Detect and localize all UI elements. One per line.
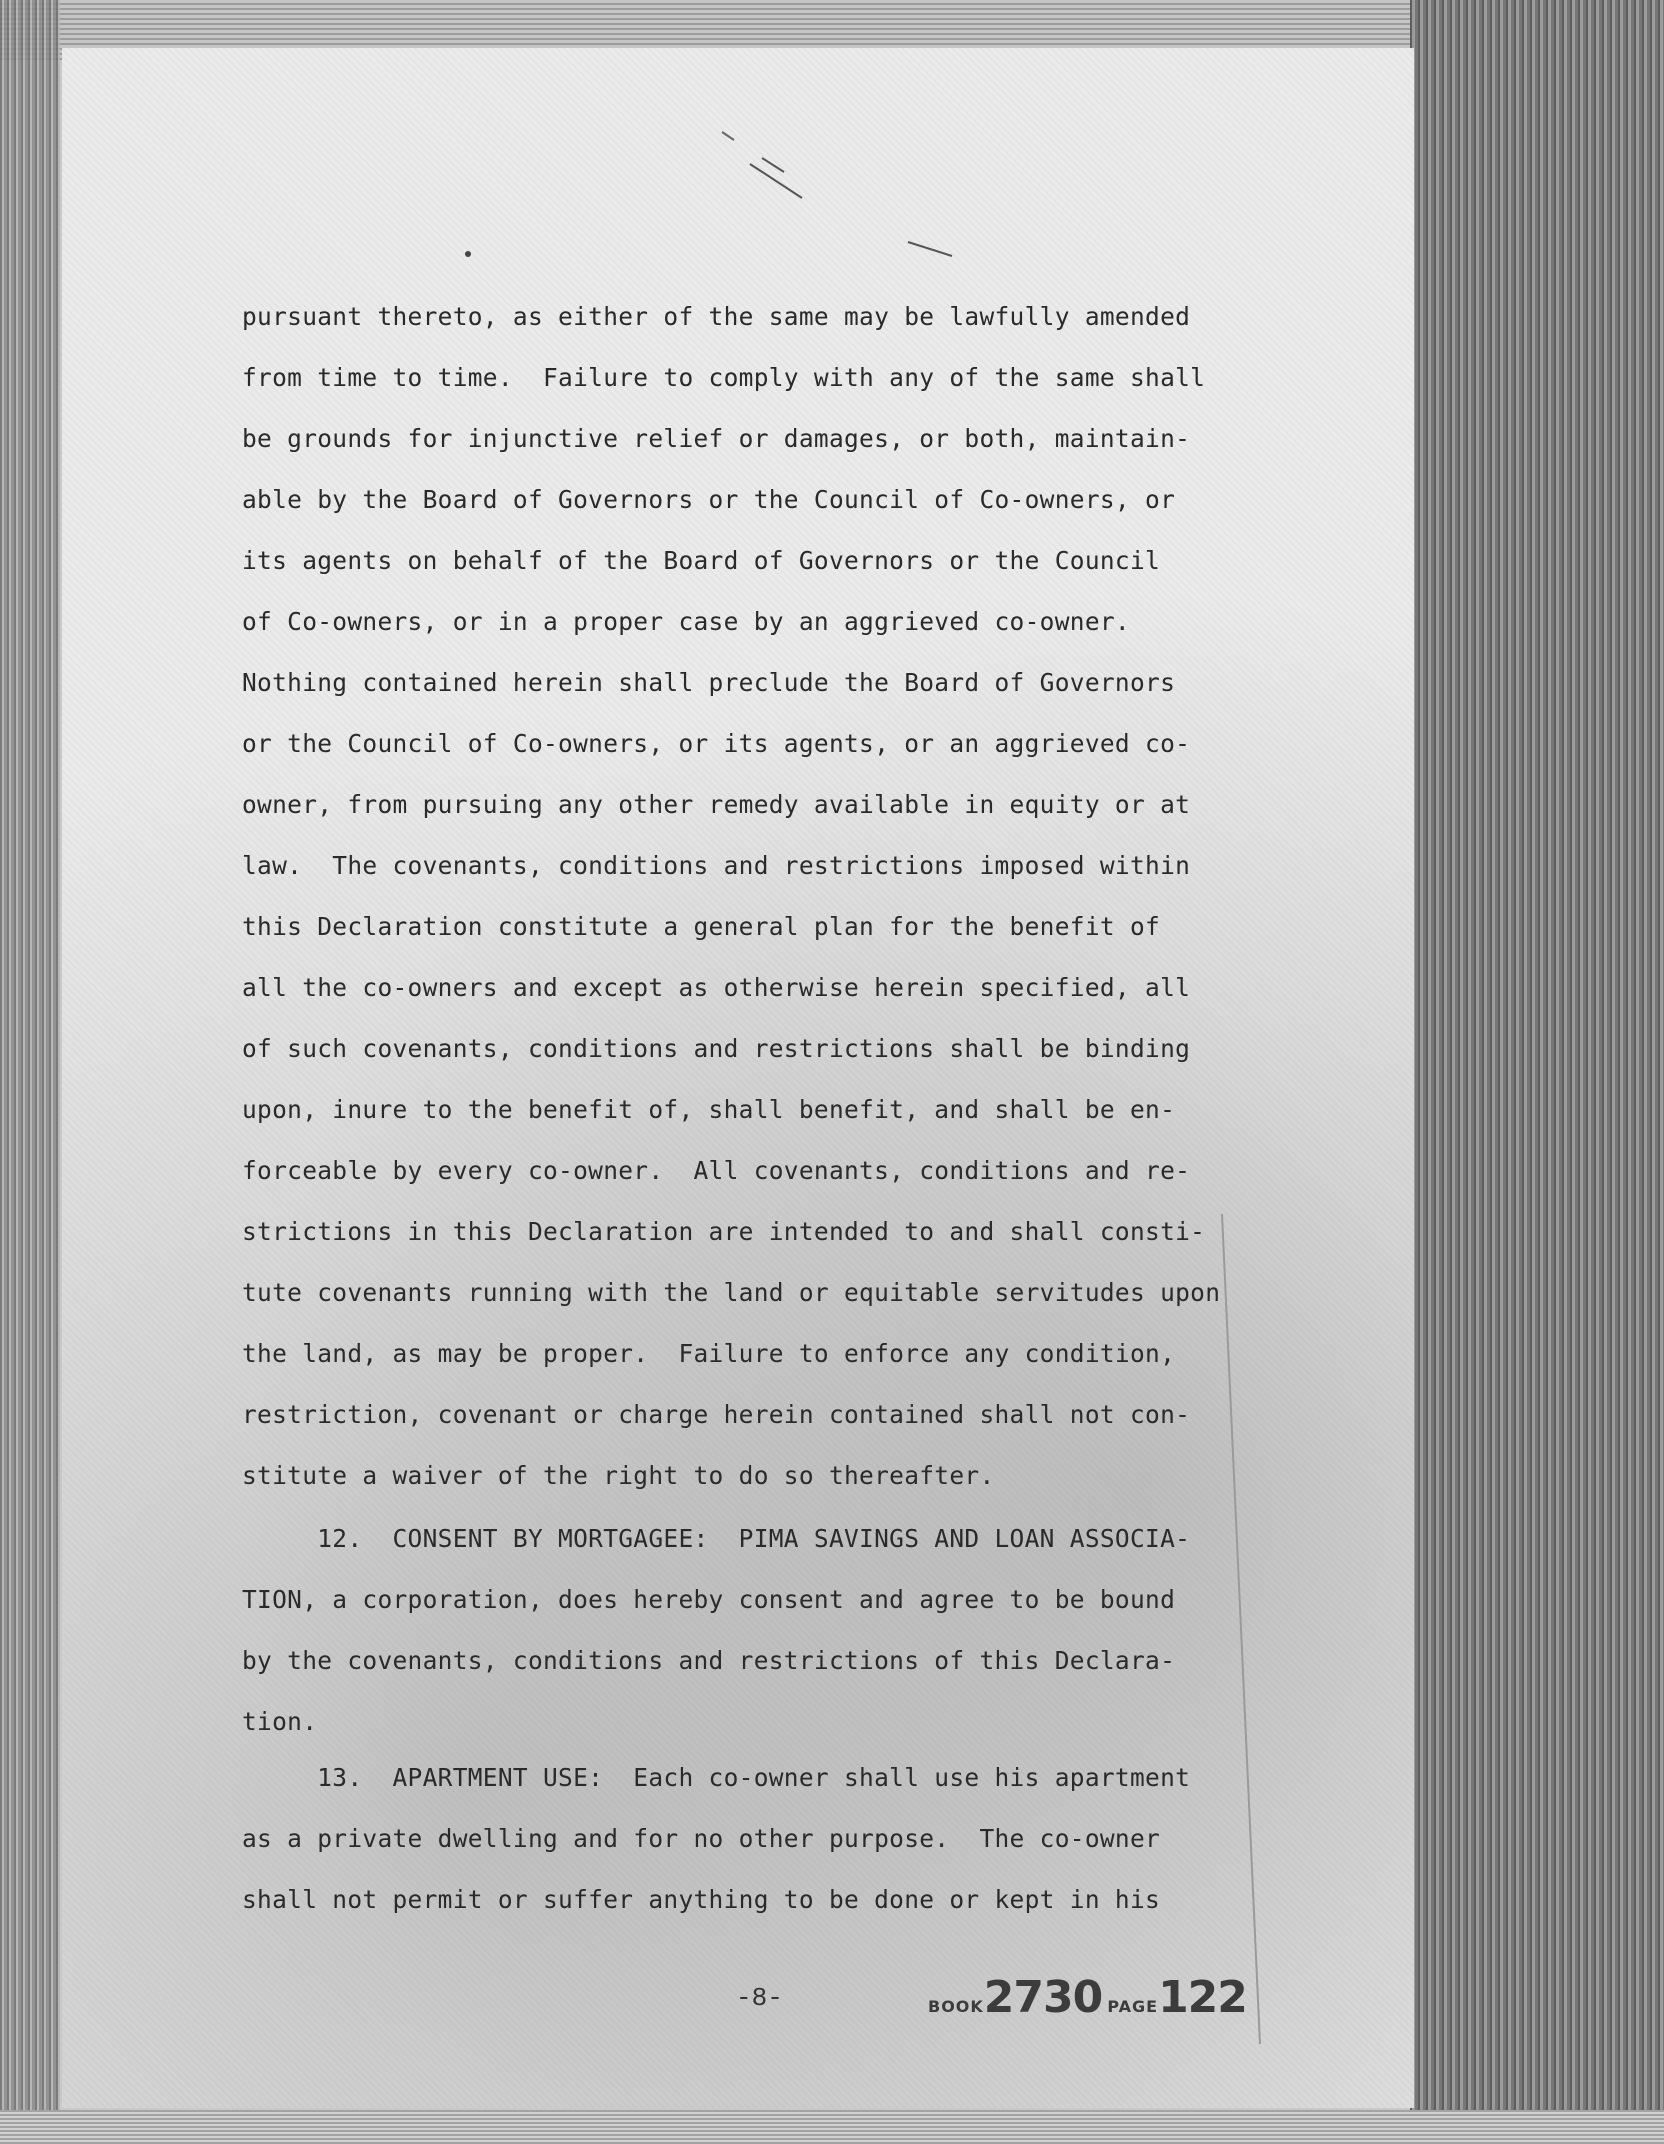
text-line: Nothing contained herein shall preclude the Board of Governors	[242, 668, 1176, 697]
text-line: pursuant thereto, as either of the same may be lawfully amended	[242, 302, 1191, 331]
text-line: upon, inure to the benefit of, shall benefit, and shall be en-	[242, 1095, 1176, 1124]
text-line: of such covenants, conditions and restrictions shall be binding	[242, 1034, 1191, 1063]
text-line: all the co-owners and except as otherwise herein specified, all	[242, 973, 1191, 1002]
text-line: restriction, covenant or charge herein contained shall not con-	[242, 1400, 1191, 1429]
text-line: as a private dwelling and for no other purpose. The co-owner	[242, 1824, 1161, 1853]
stray-mark	[908, 242, 952, 256]
text-line: forceable by every co-owner. All covenants, conditions and re-	[242, 1156, 1191, 1185]
text-line: from time to time. Failure to comply with any of the same shall	[242, 363, 1206, 392]
text-line: owner, from pursuing any other remedy available in equity or at	[242, 790, 1191, 819]
section-12-consent-by-mortgagee	[242, 1508, 1190, 1752]
text-line: TION, a corporation, does hereby consent and agree to be bound	[242, 1585, 1176, 1614]
book-label: BOOK	[928, 1997, 984, 2016]
text-line: be grounds for injunctive relief or damages, or both, maintain-	[242, 424, 1191, 453]
scan-border-bottom	[0, 2110, 1664, 2144]
text-line: 13. APARTMENT USE: Each co-owner shall use his apartment	[242, 1763, 1191, 1792]
book-number: 2730	[983, 1972, 1103, 2023]
text-line: tion.	[242, 1707, 318, 1736]
scan-border-left	[0, 0, 60, 2144]
stray-mark	[762, 158, 784, 172]
stray-mark	[722, 132, 734, 140]
body-paragraph	[242, 286, 1302, 1506]
text-line: strictions in this Declaration are intended to and shall consti-	[242, 1217, 1206, 1246]
text-line: the land, as may be proper. Failure to enforce any condition,	[242, 1339, 1176, 1368]
text-line: by the covenants, conditions and restrictions of this Declara-	[242, 1646, 1176, 1675]
section-13-apartment-use	[242, 1747, 1190, 1930]
recorded-page-number: 122	[1158, 1972, 1247, 2023]
text-line: its agents on behalf of the Board of Governors or the Council	[242, 546, 1161, 575]
stray-dot	[465, 251, 471, 257]
text-line: able by the Board of Governors or the Council of Co-owners, or	[242, 485, 1176, 514]
page-number: -8-	[736, 1983, 783, 2013]
text-line: stitute a waiver of the right to do so thereafter.	[242, 1461, 995, 1490]
text-line: 12. CONSENT BY MORTGAGEE: PIMA SAVINGS AND LOAN ASSOCIA-	[242, 1524, 1191, 1553]
text-line: law. The covenants, conditions and restrictions imposed within	[242, 851, 1191, 880]
text-line: of Co-owners, or in a proper case by an aggrieved co-owner.	[242, 607, 1130, 636]
recording-stamp	[928, 1972, 1247, 2023]
text-line: this Declaration constitute a general plan for the benefit of	[242, 912, 1161, 941]
text-line: or the Council of Co-owners, or its agents, or an aggrieved co-	[242, 729, 1191, 758]
page-label: PAGE	[1107, 1997, 1159, 2016]
text-line: tute covenants running with the land or equitable servitudes upon	[242, 1278, 1221, 1307]
scan-border-right	[1410, 0, 1664, 2144]
stray-mark	[750, 164, 802, 198]
text-line: shall not permit or suffer anything to be done or kept in his	[242, 1885, 1161, 1914]
